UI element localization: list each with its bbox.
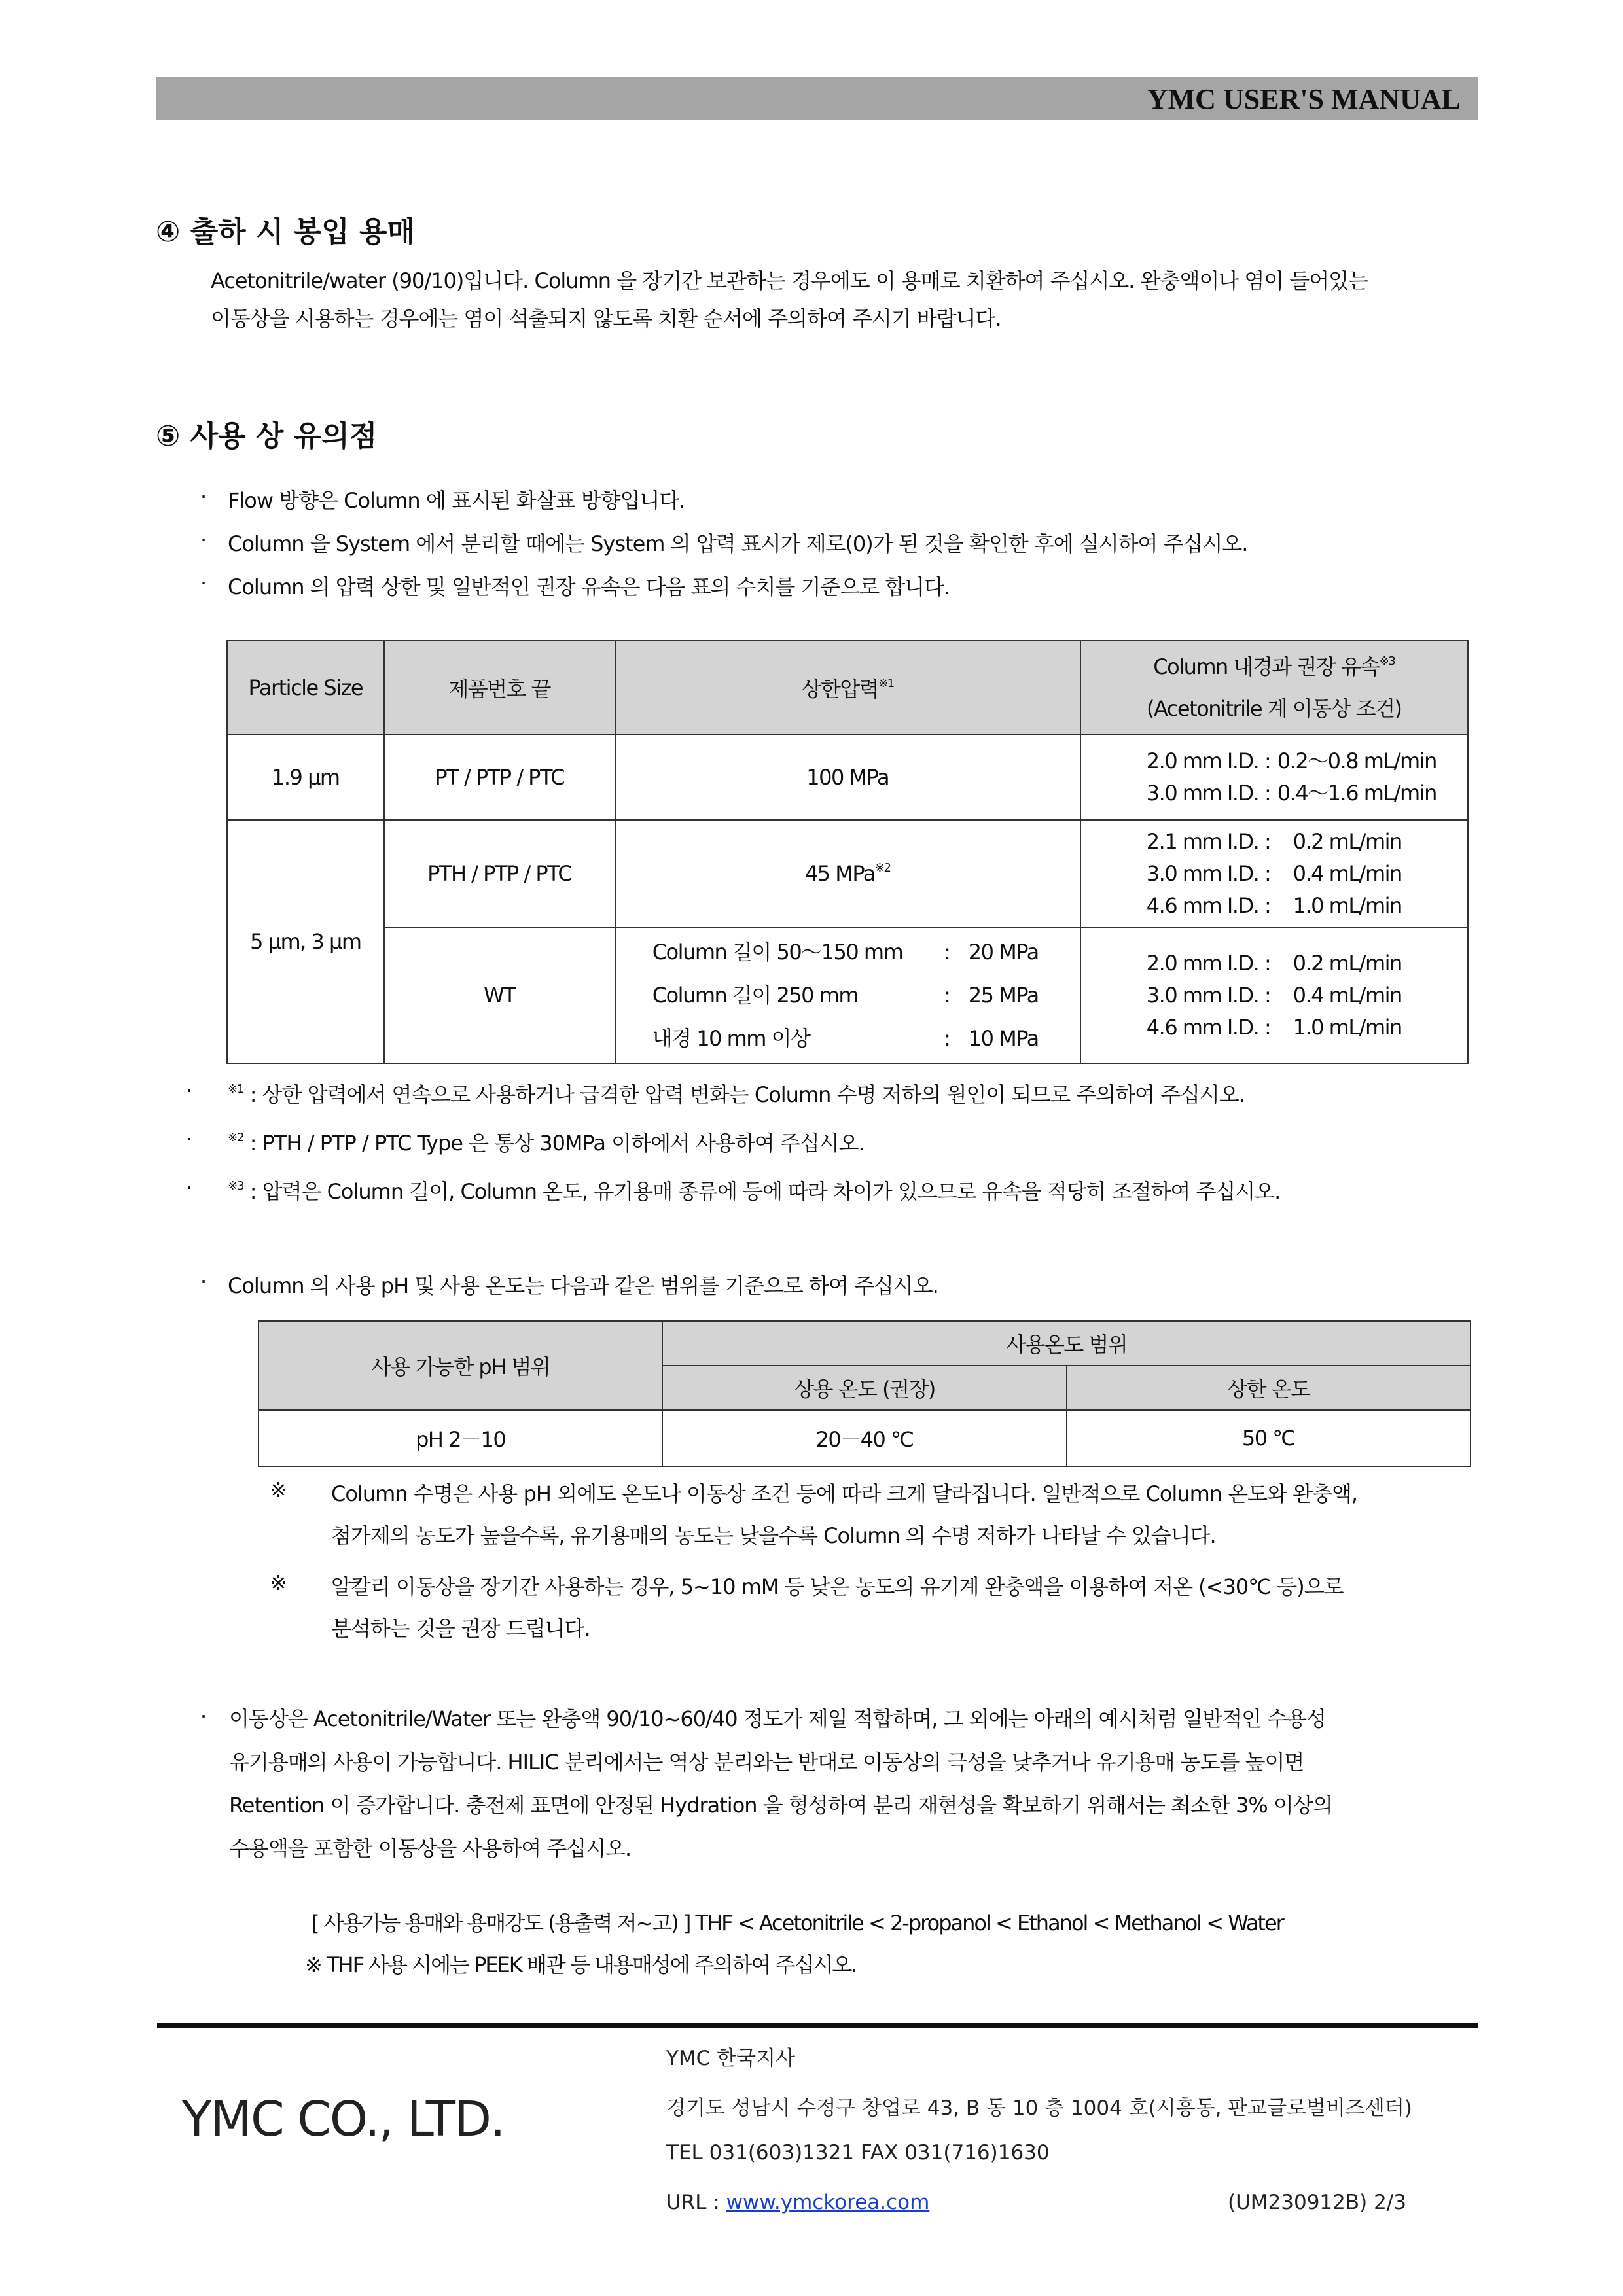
- footnote-mark: ※3: [1379, 654, 1395, 668]
- column-id: 3.0 mm I.D. :: [1146, 982, 1271, 1008]
- column-id: 2.0 mm I.D. :: [1146, 950, 1271, 976]
- note-line: Column 수명은 사용 pH 외에도 온도나 이동상 조건 등에 따라 크게 달라집니다. 일반적으로 Column 온도와 완충액,: [331, 1481, 1358, 1506]
- product-suffix-header: 제품번호 끝: [384, 641, 615, 735]
- table-header-row: [227, 641, 1468, 735]
- pressure-conditions-cell: Column 길이 50～150 mm : 20 MPa Column 길이 250 mm : 25 MPa 내경 10 mm 이상 : 10 MPa: [615, 927, 1080, 1063]
- url-line: [666, 2191, 929, 2214]
- section4-heading: ④ 출하 시 봉입 용매: [156, 215, 416, 249]
- flow-rate-cell: [1080, 820, 1468, 927]
- flow-rate: 0.4 mL/min: [1293, 982, 1402, 1008]
- footer-divider: [157, 2023, 1478, 2028]
- product-suffix-cell: WT: [384, 927, 615, 1063]
- flow-rate: 0.2 mL/min: [1293, 828, 1402, 854]
- ph-temperature-table: [258, 1320, 1471, 1467]
- bullet-dot: ·: [200, 484, 207, 509]
- condition-value: 25 MPa: [968, 983, 1039, 1008]
- company-logo: YMC CO., LTD.: [182, 2091, 505, 2147]
- condition-value: 10 MPa: [968, 1026, 1039, 1051]
- flow-rate: 1.0 mL/min: [1293, 1014, 1402, 1040]
- table-row: [227, 735, 1468, 820]
- note-mark: ※: [270, 1477, 287, 1502]
- condition-label: Column 길이 50～150 mm: [652, 940, 903, 964]
- bullet-text: Column 의 사용 pH 및 사용 온도는 다음과 같은 범위를 기준으로 하여 주십시오.: [228, 1273, 938, 1298]
- normal-temperature-header: 상용 온도 (권장): [662, 1366, 1066, 1410]
- column-id: 4.6 mm I.D. :: [1146, 892, 1271, 918]
- bullet-dot: ·: [200, 571, 207, 595]
- particle-size-cell: 1.9 μm: [227, 735, 384, 820]
- footnote-text: : 압력은 Column 길이, Column 온도, 유기용매 종류에 등에 따라 차이가 있으므로 유속을 적당히 조절하여 주십시오.: [243, 1179, 1281, 1204]
- upper-temperature-cell: 50 ℃: [1067, 1410, 1471, 1466]
- column-id: 4.6 mm I.D. :: [1146, 1014, 1271, 1040]
- max-pressure-cell: 100 MPa: [615, 735, 1080, 820]
- section5-heading: ⑤ 사용 상 유의점: [156, 419, 378, 453]
- branch-contact: TEL 031(603)1321 FAX 031(716)1630: [666, 2141, 1050, 2164]
- mobile-phase-line: Retention 이 증가합니다. 충전제 표면에 안정된 Hydration 을 형성하여 분리 재현성을 확보하기 위해서는 최소한 3% 이상의: [229, 1793, 1332, 1818]
- bullet-text: Column 을 System 에서 분리할 때에는 System 의 압력 표시가 제로(0)가 된 것을 확인한 후에 실시하여 주십시오.: [228, 531, 1248, 556]
- particle-size-header: Particle Size: [227, 641, 384, 735]
- column-id: 2.0 mm I.D. :: [1146, 749, 1271, 773]
- flow-rate-cell: [1080, 735, 1468, 820]
- column-id: 2.1 mm I.D. :: [1146, 828, 1271, 854]
- ph-range-header: 사용 가능한 pH 범위: [259, 1321, 662, 1410]
- max-pressure-header: 상한압력$^{※1}$: [615, 641, 1080, 735]
- mobile-phase-line: 유기용매의 사용이 가능합니다. HILIC 분리에서는 역상 분리와는 반대로 이동상의 극성을 낮추거나 유기용매 농도를 높이면: [229, 1750, 1304, 1775]
- table-header-row: [259, 1321, 1471, 1366]
- note-line: 알칼리 이동상을 장기간 사용하는 경우, 5~10 mM 등 낮은 농도의 유기계 완충액을 이용하여 저온 (<30℃ 등)으로: [331, 1574, 1344, 1599]
- flow-rate: 0.4～1.6 mL/min: [1277, 781, 1436, 805]
- bullet-text: Column 의 압력 상한 및 일반적인 권장 유속은 다음 표의 수치를 기준으로 합니다.: [228, 574, 950, 599]
- section4-line: Acetonitrile/water (90/10)입니다. Column 을 장기간 보관하는 경우에도 이 용매로 치환하여 주십시오. 완충액이나 염이 들어있는: [211, 268, 1368, 293]
- footnote-mark: ※2: [874, 861, 891, 875]
- branch-name: YMC 한국지사: [666, 2047, 795, 2070]
- max-pressure-cell: 45 MPa$^{※2}$: [615, 820, 1080, 927]
- header-bar: [156, 77, 1478, 120]
- flow-rate: 0.4 mL/min: [1293, 860, 1402, 886]
- section4-paragraph: [211, 262, 1368, 338]
- normal-temperature-cell: 20－40 ℃: [662, 1410, 1066, 1466]
- footnote-mark: ※3: [228, 1179, 244, 1193]
- condition-label: Column 길이 250 mm: [652, 983, 859, 1008]
- flow-rate-subheader: (Acetonitrile 계 이동상 조건): [1147, 696, 1402, 721]
- website-link[interactable]: www.ymckorea.com: [726, 2191, 930, 2214]
- condition-label: 내경 10 mm 이상: [652, 1026, 810, 1051]
- flow-rate-cell: [1080, 927, 1468, 1063]
- mobile-phase-line: 이동상은 Acetonitrile/Water 또는 완충액 90/10~60/40 정도가 제일 적합하며, 그 외에는 아래의 예시처럼 일반적인 수용성: [229, 1706, 1326, 1731]
- product-suffix-cell: PT / PTP / PTC: [384, 735, 615, 820]
- mobile-phase-line: 수용액을 포함한 이동상을 사용하여 주십시오.: [229, 1836, 632, 1861]
- table-row: [259, 1410, 1471, 1466]
- pressure-flow-table: [226, 640, 1469, 1064]
- manual-title: YMC USER'S MANUAL: [1147, 83, 1461, 115]
- footnote-mark: ※2: [228, 1131, 244, 1144]
- particle-size-cell: 5 μm, 3 μm: [227, 820, 384, 1063]
- footnote-mark: ※1: [228, 1082, 244, 1096]
- flow-rate: 0.2 mL/min: [1293, 950, 1402, 976]
- flow-rate-header: Column 내경과 권장 유속$^{※3}$ (Acetonitrile 계 이동상 조건): [1080, 641, 1468, 735]
- bullet-dot: ·: [200, 527, 207, 552]
- column-id: 3.0 mm I.D. :: [1146, 860, 1271, 886]
- footnote-text: : PTH / PTP / PTC Type 은 통상 30MPa 이하에서 사용하여 주십시오.: [243, 1131, 865, 1156]
- ph-range-cell: pH 2－10: [259, 1410, 662, 1466]
- temperature-range-header: 사용온도 범위: [662, 1321, 1471, 1366]
- note-line: 첨가제의 농도가 높을수록, 유기용매의 농도는 낮을수록 Column 의 수명 저하가 나타날 수 있습니다.: [331, 1523, 1216, 1548]
- solvent-strength-line: [ 사용가능 용매와 용매강도 (용출력 저~고) ] THF < Acetonitrile < 2-propanol < Ethanol < Methanol < Water: [312, 1911, 1283, 1935]
- document-code: (UM230912B) 2/3: [1228, 2191, 1406, 2214]
- branch-address: 경기도 성남시 수정구 창업로 43, B 동 10 층 1004 호(시흥동, 판교글로벌비즈센터): [666, 2096, 1412, 2120]
- condition-value: 20 MPa: [968, 940, 1039, 964]
- column-id: 3.0 mm I.D. :: [1146, 781, 1271, 805]
- product-suffix-cell: PTH / PTP / PTC: [384, 820, 615, 927]
- footnote-mark: ※1: [878, 677, 894, 690]
- footnote-text: : 상한 압력에서 연속으로 사용하거나 급격한 압력 변화는 Column 수명 저하의 원인이 되므로 주의하여 주십시오.: [243, 1082, 1245, 1107]
- flow-rate: 1.0 mL/min: [1293, 892, 1402, 918]
- table-row: [227, 927, 1468, 1063]
- bullet-text: Flow 방향은 Column 에 표시된 화살표 방향입니다.: [228, 488, 685, 513]
- note-mark: ※: [270, 1570, 287, 1595]
- url-label: URL :: [666, 2191, 726, 2214]
- mobile-phase-paragraph: [229, 1697, 1332, 1870]
- flow-rate: 0.2～0.8 mL/min: [1277, 749, 1436, 773]
- note-line: 분석하는 것을 권장 드립니다.: [331, 1616, 590, 1641]
- thf-note: ※ THF 사용 시에는 PEEK 배관 등 내용매성에 주의하여 주십시오.: [305, 1952, 857, 1977]
- section4-line: 이동상을 시용하는 경우에는 염이 석출되지 않도록 치환 순서에 주의하여 주시기 바랍니다.: [211, 306, 1001, 331]
- table-row: [227, 820, 1468, 927]
- upper-temperature-header: 상한 온도: [1067, 1366, 1471, 1410]
